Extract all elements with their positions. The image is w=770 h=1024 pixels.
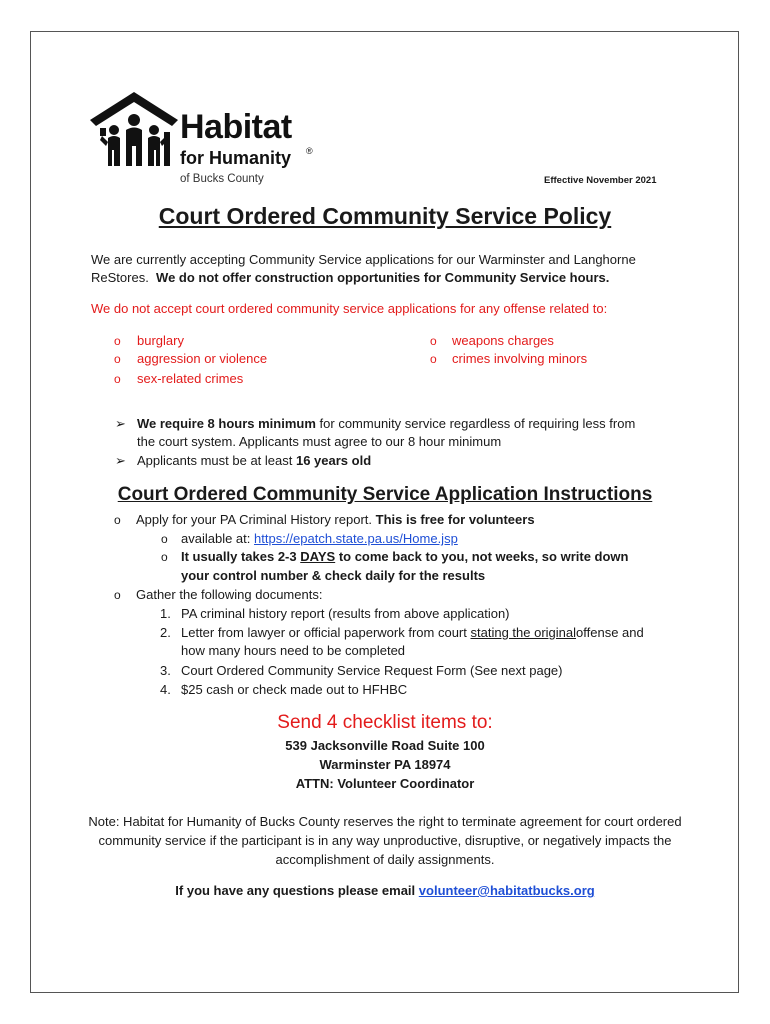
sub-timing-days: DAYS: [300, 549, 336, 564]
note-line3: accomplishment of daily assignments.: [275, 852, 495, 867]
intro-restores: ReStores.: [91, 270, 149, 285]
requirement-hours-rest: for community service regardless of requiring less from: [319, 416, 636, 431]
send-heading: Send 4 checklist items to:: [277, 712, 493, 733]
step-apply: [136, 511, 535, 529]
volunteer-email-link[interactable]: volunteer@habitatbucks.org: [418, 883, 595, 898]
intro-line2: [91, 269, 609, 287]
step-gather: Gather the following documents:: [136, 587, 323, 602]
note-line1: Note: Habitat for Humanity of Bucks County reserves the right to terminate agreement for court ordered: [88, 814, 682, 829]
step-apply-plain: Apply for your PA Criminal History report.: [136, 512, 372, 527]
requirement-hours: [137, 415, 635, 433]
habitat-house-people-icon: [88, 90, 180, 170]
sub-timing-line2: your control number & check daily for the results: [181, 568, 486, 583]
bullet-marker: o: [161, 532, 168, 546]
sub-timing: [181, 548, 628, 566]
doc-number: 1.: [160, 606, 171, 621]
doc-payment: $25 cash or check made out to HFHBC: [181, 682, 408, 697]
address-line1: 539 Jacksonville Road Suite 100: [285, 738, 485, 753]
offense-aggression: aggression or violence: [137, 351, 268, 366]
registered-mark: ®: [306, 146, 313, 156]
requirement-age-plain: Applicants must be at least: [137, 453, 293, 468]
doc-letter-a: Letter from lawyer or official paperwork from court: [181, 625, 467, 640]
questions-line: [0, 882, 770, 900]
logo-affiliate: of Bucks County: [180, 173, 264, 185]
logo-name-line2: for Humanity: [180, 148, 292, 168]
bullet-marker: o: [114, 513, 121, 527]
effective-date: Effective November 2021: [544, 175, 657, 186]
doc-request-form: Court Ordered Community Service Request Form (See next page): [181, 663, 563, 678]
doc-letter: [181, 624, 644, 642]
questions-text: If you have any questions please email: [175, 883, 416, 898]
requirement-age-bold: 16 years old: [295, 453, 372, 468]
instructions-heading: Court Ordered Community Service Application Instructions: [117, 484, 653, 505]
doc-number: 2.: [160, 625, 171, 640]
doc-letter-line2: how many hours need to be completed: [181, 643, 406, 658]
requirement-hours-bold: We require 8 hours minimum: [137, 416, 316, 431]
sub-timing-a: It usually takes 2-3: [181, 549, 297, 564]
doc-number: 4.: [160, 682, 171, 697]
bullet-marker: o: [430, 334, 437, 348]
bullet-marker: o: [114, 588, 121, 602]
doc-criminal-history: PA criminal history report (results from above application): [181, 606, 510, 621]
doc-number: 3.: [160, 663, 171, 678]
restriction-heading: We do not accept court ordered community service applications for any offense related to:: [91, 301, 608, 316]
requirement-hours-line2: the court system. Applicants must agree to our 8 hour minimum: [137, 434, 502, 449]
sub-timing-b: to come back to you, not weeks, so write down: [338, 549, 629, 564]
note-line2: community service if the participant is in any way unproductive, disruptive, or negatively impacts the: [98, 833, 672, 848]
step-apply-bold: This is free for volunteers: [375, 512, 535, 527]
sub-available-plain: available at:: [181, 531, 251, 546]
address-line2: Warminster PA 18974: [319, 757, 451, 772]
page-title: Court Ordered Community Service Policy: [158, 203, 612, 229]
doc-letter-underlined: stating the original: [470, 625, 577, 640]
sub-available: [181, 530, 458, 548]
arrow-bullet: ➢: [115, 453, 126, 468]
bullet-marker: o: [114, 334, 121, 348]
bullet-marker: o: [114, 372, 121, 386]
offense-weapons: weapons charges: [452, 333, 554, 348]
address-attn: ATTN: Volunteer Coordinator: [295, 776, 475, 791]
bullet-marker: o: [430, 352, 437, 366]
offense-burglary: burglary: [137, 333, 184, 348]
bullet-marker: o: [161, 550, 168, 564]
requirement-age: [137, 452, 371, 470]
logo-name-line1: Habitat: [180, 108, 292, 146]
intro-line1: We are currently accepting Community Service applications for our Warminster and Langhorne: [91, 252, 636, 267]
intro-no-construction: We do not offer construction opportunities for Community Service hours.: [156, 270, 610, 285]
doc-letter-b: offense and: [576, 625, 644, 640]
arrow-bullet: ➢: [115, 416, 126, 431]
offense-sex-related: sex-related crimes: [137, 371, 244, 386]
habitat-logo: [88, 90, 328, 190]
bullet-marker: o: [114, 352, 121, 366]
offense-minors: crimes involving minors: [452, 351, 588, 366]
epatch-link[interactable]: https://epatch.state.pa.us/Home.jsp: [254, 531, 458, 546]
